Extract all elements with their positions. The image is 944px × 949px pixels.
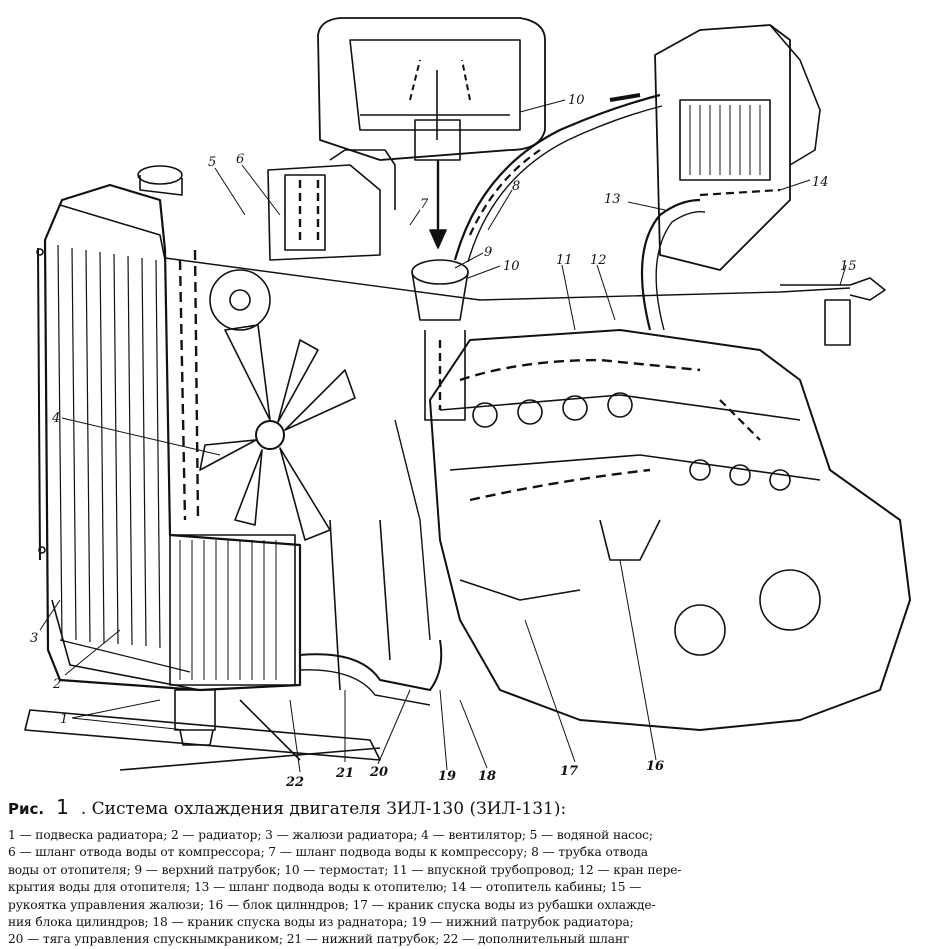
legend-line: рукоятка управления жалюзи; 16 — блок цилнндров; 17 — краник спуска воды из рубашки охлажде- [8, 897, 656, 912]
fan-drawing [200, 325, 355, 540]
lower-hoses-drawing [300, 420, 441, 705]
heater-return-pipe-drawing [455, 95, 662, 262]
callout-12: 12 [590, 253, 607, 268]
callout-5: 5 [208, 155, 217, 170]
heater-supply-hose-drawing [165, 200, 885, 345]
callout-10-inset: 10 [568, 93, 585, 108]
caption-title-text: . Система охлаждения двигателя ЗИЛ-130 (ЗИЛ-131): [80, 799, 567, 819]
callout-7: 7 [420, 197, 429, 212]
callout-19: 19 [438, 769, 457, 784]
callout-8: 8 [512, 179, 521, 194]
cabin-heater-drawing [655, 25, 820, 270]
callout-2: 2 [53, 677, 62, 692]
callout-6: 6 [236, 152, 245, 167]
callout-16: 16 [646, 759, 665, 774]
callout-20: 20 [370, 765, 389, 780]
callout-18: 18 [478, 769, 497, 784]
water-pump-drawing [210, 150, 395, 330]
legend-line: 6 — шланг отвода воды от компрессора; 7 — шланг подвода воды к компрессору; 8 — трубка отвода [8, 845, 648, 860]
legend-line: ния блока цилиндров; 18 — краник спуска воды из раднатора; 19 — нижний патрубок радиатора; [8, 915, 634, 930]
callout-13: 13 [604, 192, 621, 207]
radiator-mount-drawing [25, 690, 380, 770]
upper-hose-drawing [412, 260, 468, 420]
thermostat-inset-drawing [318, 18, 545, 248]
engine-block-drawing [430, 330, 910, 730]
callout-3: 3 [30, 631, 39, 646]
caption-title [8, 795, 938, 821]
callout-4: 4 [52, 411, 61, 426]
callout-17: 17 [560, 764, 579, 779]
callout-21: 21 [336, 766, 355, 781]
callout-14: 14 [812, 175, 829, 190]
caption-prefix: Рис. [8, 800, 45, 818]
figure-caption [8, 795, 938, 949]
callout-11: 11 [556, 253, 573, 268]
callout-22: 22 [286, 775, 305, 790]
legend [8, 827, 938, 949]
legend-line: 1 — подвеска радиатора; 2 — радиатор; 3 — жалюзи радиатора; 4 — вентилятор; 5 — водяной насос; [8, 828, 653, 842]
radiator-drawing [37, 166, 300, 690]
callout-9: 9 [484, 245, 493, 260]
callout-10: 10 [503, 259, 520, 274]
legend-line: воды от отопителя; 9 — верхний патрубок; 10 — термостат; 11 — впускной трубопровод; 12 — кран пере- [8, 862, 682, 877]
figure-number: 1 [56, 795, 69, 819]
legend-line: 20 — тяга управления спускнымкраником; 21 — нижний патрубок; 22 — дополнительный шланг [8, 932, 630, 947]
callout-15: 15 [840, 259, 857, 274]
callout-1: 1 [60, 712, 69, 727]
legend-line: крытия воды для отопителя; 13 — шланг подвода воды к отопителю; 14 — отопитель кабины; 15 — [8, 880, 642, 895]
